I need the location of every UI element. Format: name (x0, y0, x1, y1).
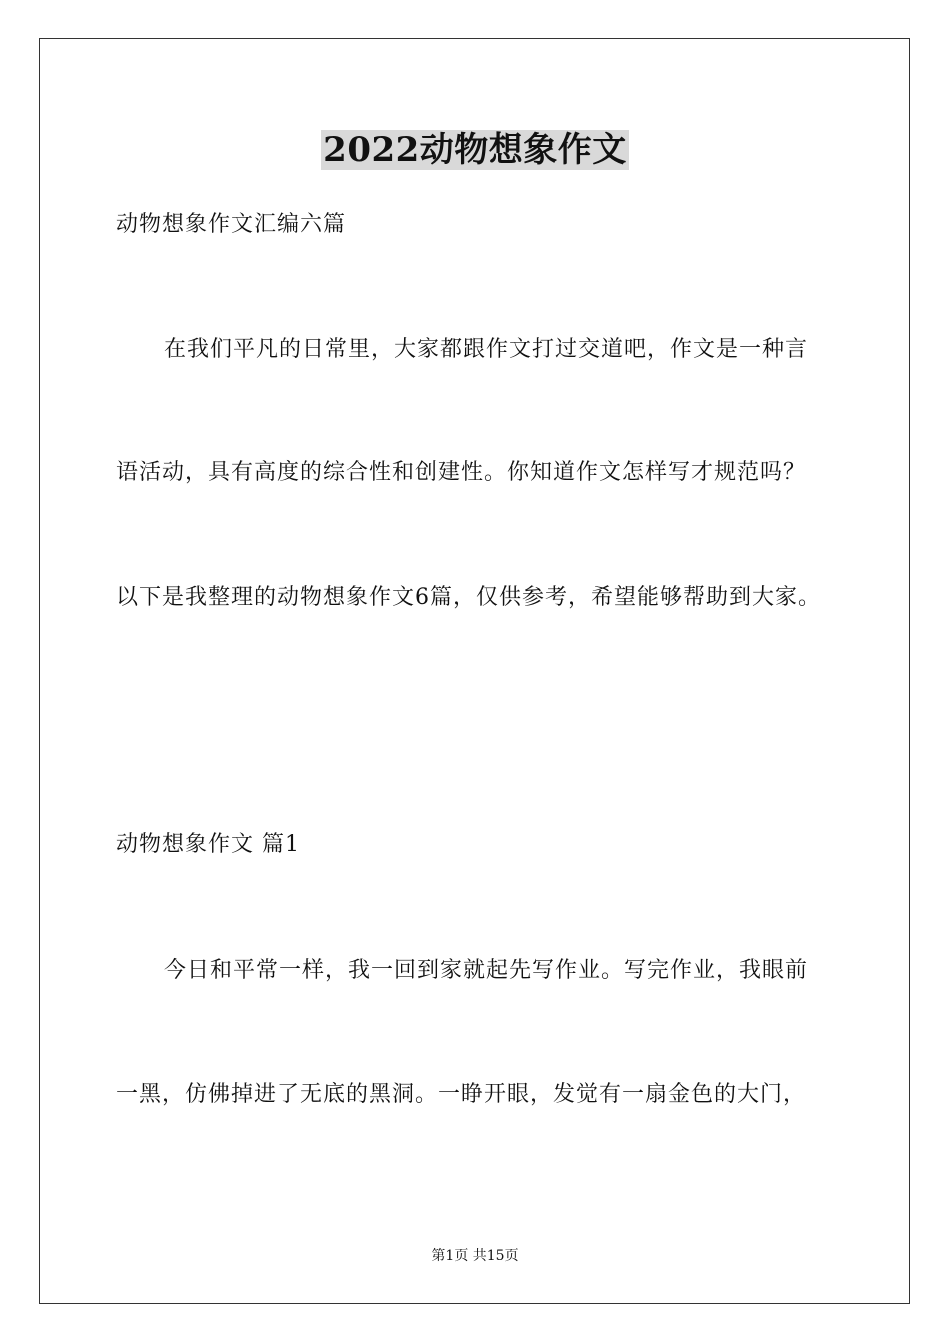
intro-paragraph-line-2: 语活动，具有高度的综合性和创建性。你知道作文怎样写才规范吗？ (116, 460, 807, 485)
intro-paragraph-line-3: 以下是我整理的动物想象作文6篇，仅供参考，希望能够帮助到大家。 (116, 585, 821, 610)
intro-paragraph-line-1: 在我们平凡的日常里，大家都跟作文打过交道吧，作文是一种言 (164, 337, 809, 362)
document-subtitle: 动物想象作文汇编六篇 (116, 212, 347, 237)
page-footer: 第1页 共15页 (431, 1248, 519, 1264)
section-heading: 动物想象作文 篇1 (116, 832, 300, 857)
document-title: 2022动物想象作文 (323, 130, 627, 170)
section-paragraph-line-1: 今日和平常一样，我一回到家就起先写作业。写完作业，我眼前 (164, 958, 809, 983)
section-paragraph-line-2: 一黑，仿佛掉进了无底的黑洞。一睁开眼，发觉有一扇金色的大门， (116, 1082, 807, 1107)
